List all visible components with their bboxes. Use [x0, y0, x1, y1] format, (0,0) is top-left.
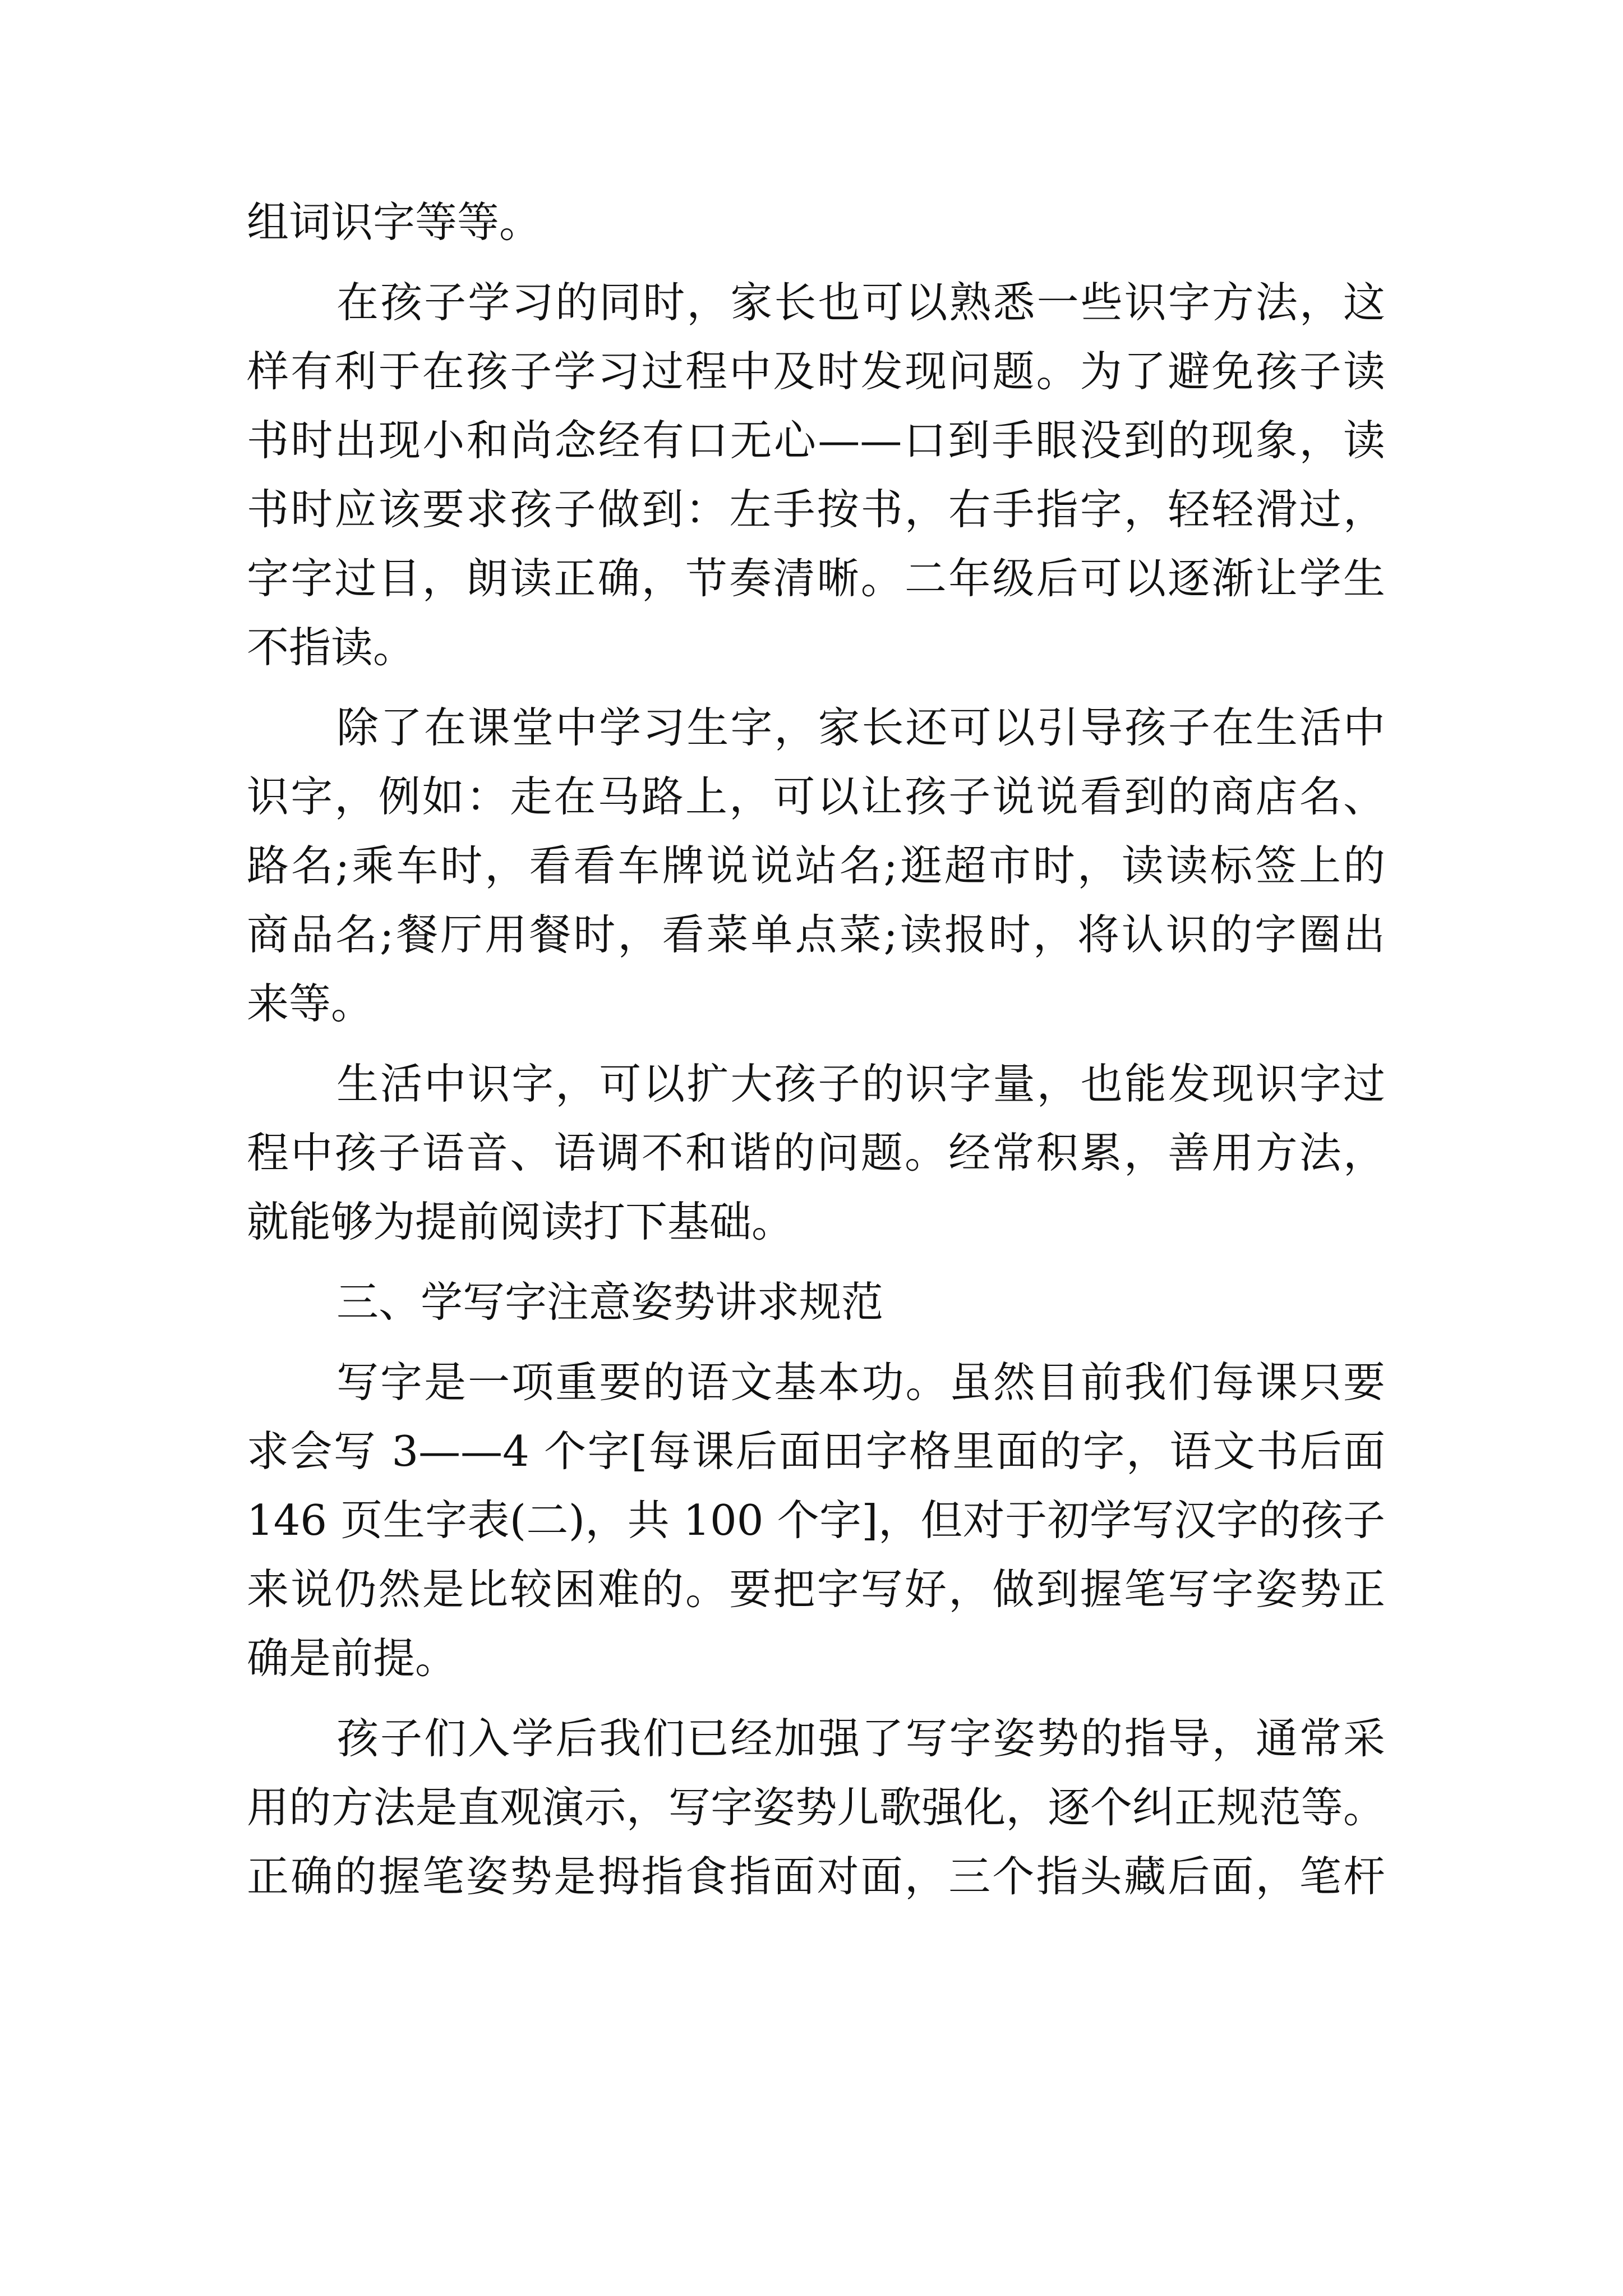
text-line: 样有利于在孩子学习过程中及时发现问题。为了避免孩子读: [247, 347, 1385, 396]
text-line: 求会写 3——4 个字[每课后面田字格里面的字，语文书后面: [247, 1427, 1385, 1476]
text-line: 程中孩子语音、语调不和谐的问题。经常积累，善用方法，: [247, 1128, 1385, 1177]
document-body: [247, 188, 1385, 1911]
paragraph: [247, 1704, 1385, 1911]
text-line: 来等。: [247, 979, 374, 1028]
text-line: 在孩子学习的同时，家长也可以熟悉一些识字方法，这: [336, 278, 1385, 327]
paragraph: [247, 188, 1385, 257]
text-line: 路名;乘车时，看看车牌说说站名;逛超市时，读读标签上的: [247, 841, 1385, 890]
text-line: 不指读。: [247, 623, 416, 672]
text-line: 商品名;餐厅用餐时，看菜单点菜;读报时，将认识的字圈出: [247, 910, 1385, 959]
text-line: 正确的握笔姿势是拇指食指面对面，三个指头藏后面，笔杆: [247, 1852, 1385, 1901]
text-line: 识字，例如：走在马路上，可以让孩子说说看到的商店名、: [247, 772, 1385, 821]
text-line: 除了在课堂中学习生字，家长还可以引导孩子在生活中: [336, 703, 1385, 752]
text-line: 书时应该要求孩子做到：左手按书，右手指字，轻轻滑过，: [247, 485, 1385, 534]
text-line: 146 页生字表(二)，共 100 个字]，但对于初学写汉字的孩子: [247, 1496, 1385, 1545]
text-line: 三、学写字注意姿势讲求规范: [336, 1277, 884, 1327]
text-line: 生活中识字，可以扩大孩子的识字量，也能发现识字过: [336, 1059, 1385, 1108]
text-line: 就能够为提前阅读打下基础。: [247, 1197, 794, 1246]
text-line: 用的方法是直观演示，写字姿势儿歌强化，逐个纠正规范等。: [247, 1783, 1385, 1832]
paragraph: [247, 268, 1385, 682]
text-line: 书时出现小和尚念经有口无心——口到手眼没到的现象，读: [247, 416, 1385, 465]
text-line: 孩子们入学后我们已经加强了写字姿势的指导，通常采: [336, 1714, 1385, 1763]
text-line: 字字过目，朗读正确，节奏清晰。二年级后可以逐渐让学生: [247, 554, 1385, 603]
text-line: 写字是一项重要的语文基本功。虽然目前我们每课只要: [336, 1358, 1385, 1407]
section-heading: [247, 1268, 1385, 1337]
paragraph: [247, 1348, 1385, 1693]
text-line: 来说仍然是比较困难的。要把字写好，做到握笔写字姿势正: [247, 1565, 1385, 1614]
text-line: 确是前提。: [247, 1634, 458, 1683]
paragraph: [247, 1050, 1385, 1257]
paragraph: [247, 693, 1385, 1038]
text-line: 组词识字等等。: [247, 197, 542, 247]
